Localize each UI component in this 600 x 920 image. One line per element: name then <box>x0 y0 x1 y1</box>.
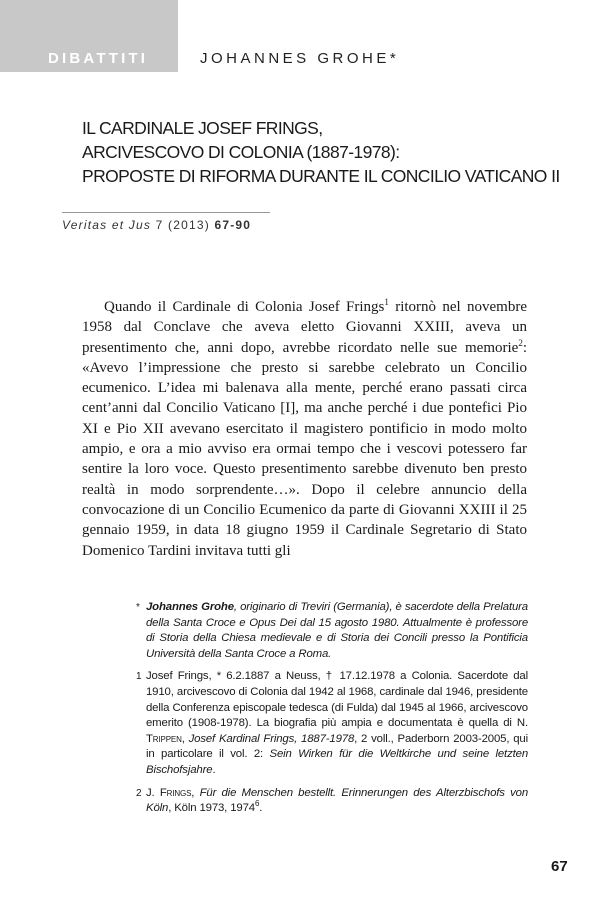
footnote-author-text: , originario di Treviri (Germania), è sacerdote della Prelatura della Santa Croce e Opus Dei dal 15 agosto 1980. Attualmente è professore di Storia della Chiesa medievale e di Storia dei Concili presso la Pontificia Università della Santa Croce a Roma. <box>146 601 528 660</box>
journal-volume-year: 7 (2013) <box>155 218 210 232</box>
footnote-2-text-a: J. <box>146 786 160 799</box>
footnote-1-volume-title: Sein Wirken für die Weltkirche und seine letzten Bischofsjahre <box>146 748 528 776</box>
footnote-2-edition: 6 <box>254 799 260 809</box>
footnote-2-text-b: , <box>191 786 200 799</box>
footnote-1-text-b: , <box>181 732 189 745</box>
footnote-2-book: Für die Menschen bestellt. Erinnerungen des Alterzbischofs von Köln <box>146 786 529 815</box>
footnote-1-book: Josef Kardinal Frings, 1887-1978 <box>188 732 355 745</box>
body-text-1: Quando il Cardinale di Colonia Josef Frings <box>104 299 385 315</box>
article-title <box>82 116 560 188</box>
journal-name: Veritas et Jus <box>62 218 152 232</box>
footnote-1 <box>136 669 528 778</box>
footnote-1-text-a: Josef Frings, * 6.2.1887 a Neuss, † 17.12.1978 a Colonia. Sacerdote dal 1910, arcivescovo di Colonia dal 1942 al 1968, cardinale dal 1946, presidente della Conferenza episcopale tedesca (di Fulda) dal 1945 al 1966, arcivescovo emerito (1908-1978). La biografia più ampia e documentata è quella di N. <box>146 670 528 730</box>
footnote-mark-2: 2 <box>136 787 142 799</box>
footnote-1-text-d: . <box>212 763 216 776</box>
footnote-ref-1: 1 <box>384 297 389 307</box>
footnote-author <box>136 600 528 662</box>
journal-citation <box>62 218 251 232</box>
footnotes <box>136 600 529 824</box>
author-heading: JOHANNES GROHE* <box>200 50 400 67</box>
footnote-mark-star: * <box>136 602 140 613</box>
footnote-mark-1: 1 <box>136 671 142 683</box>
citation-rule <box>62 212 270 213</box>
body-paragraph <box>82 297 527 561</box>
journal-pages: 67-90 <box>214 218 252 232</box>
title-line-3: PROPOSTE DI RIFORMA DURANTE IL CONCILIO VATICANO II <box>82 166 560 186</box>
footnote-2-text-c: , Köln 1973, 1974 <box>168 802 255 815</box>
body-text-2: ritornò nel novembre 1958 dal Conclave che aveva eletto Giovanni XXIII, aveva un presentimento che, anni dopo, avrebbe ricordato nelle sue memorie <box>82 299 527 356</box>
title-line-1: IL CARDINALE JOSEF FRINGS, <box>82 118 323 138</box>
footnote-ref-2: 2 <box>518 337 523 348</box>
section-label: DIBATTITI <box>48 50 149 67</box>
footnote-1-text-c: , 2 voll., Paderborn 2003-2005, qui in particolare il vol. 2: <box>146 732 528 761</box>
footnote-author-name: Johannes Grohe <box>146 601 234 613</box>
page-number: 67 <box>551 858 568 875</box>
footnote-2-author: Frings <box>159 786 192 799</box>
footnote-1-author: Trippen <box>146 732 182 745</box>
footnote-2 <box>136 786 529 817</box>
body-text-3: : «Avevo l’impressione che presto si sarebbe celebrato un Concilio ecumenico. L’idea mi balenava alla mente, perché erano passati circa cent’anni dal Concilio Vaticano [I], ma anche perché i due pontefici Pio XI e Pio XII avevano esercitato il magistero pontificio in modo molto ampio, e ora a mio avviso era ormai tempo che i vescovi potessero far sentire la loro voce. Questo presentimento sarebbe divenuto ben presto realtà in modo sorprendente…». Dopo il celebre annuncio della convocazione di un Concilio Ecumenico da parte di Giovanni XXIII il 25 gennaio 1959, in data 18 giugno 1959 il Cardinale Segretario di Stato Domenico Tardini invitava tutti gli <box>82 339 527 559</box>
footnote-2-text-d: . <box>259 802 263 815</box>
title-line-2: ARCIVESCOVO DI COLONIA (1887-1978): <box>82 142 400 162</box>
